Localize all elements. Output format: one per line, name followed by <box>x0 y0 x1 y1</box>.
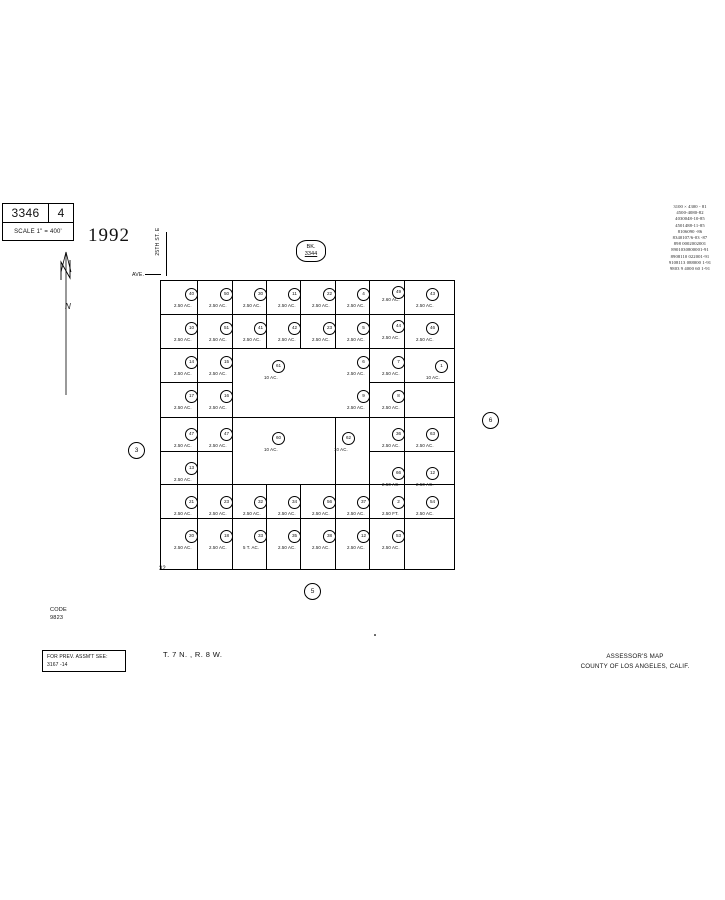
parcel-number-bubble[interactable]: 16 <box>220 390 233 403</box>
grid-hline <box>160 382 232 383</box>
book-page-row <box>3 204 73 223</box>
grid-vline <box>335 417 336 570</box>
grid-hline <box>160 484 455 485</box>
parcel-acreage-label: 2.50 AC. <box>382 482 400 487</box>
parcel-number-bubble[interactable]: 11 <box>288 288 301 301</box>
parcel-number-bubble[interactable]: 38 <box>323 530 336 543</box>
avenue-rule <box>145 274 161 275</box>
parcel-number-bubble[interactable]: 63 <box>426 428 439 441</box>
parcel-number-bubble[interactable]: 47 <box>185 428 198 441</box>
grid-hline <box>160 314 455 315</box>
book-reference-bubble <box>296 240 326 262</box>
note-line: 8901030800001-91 <box>671 247 709 253</box>
parcel-acreage-label: 2.50 AC. <box>278 303 296 308</box>
parcel-acreage-label: 2.50 AC. <box>416 482 434 487</box>
street-tick-mark <box>166 232 167 276</box>
parcel-acreage-label: 2.50 AC. <box>174 545 192 550</box>
section-number-left: 3 <box>128 442 145 459</box>
parcel-number-bubble[interactable]: 61 <box>272 360 285 373</box>
street-line-2: ST. E <box>155 228 161 241</box>
parcel-acreage-label: 2.50 AC. <box>209 545 227 550</box>
section-number-bottom: 5 <box>304 583 321 600</box>
parcel-number-bubble[interactable]: 15 <box>220 356 233 369</box>
parcel-acreage-label: 10 AC. <box>426 375 440 380</box>
avenue-label <box>132 272 161 278</box>
parcel-number-bubble[interactable]: 34 <box>288 496 301 509</box>
map-speck <box>374 634 376 636</box>
note-line: 4030048-10-85 <box>675 216 705 222</box>
parcel-acreage-label: 2.50 AC. <box>278 337 296 342</box>
parcel-grid <box>160 280 455 570</box>
parcel-acreage-label: 2.50 AC. <box>174 511 192 516</box>
grid-vline <box>369 280 370 570</box>
parcel-acreage-label: 2.50 AC. <box>312 545 330 550</box>
parcel-acreage-label: 2.50 AC. <box>174 405 192 410</box>
parcel-number-bubble[interactable]: 32 <box>254 496 267 509</box>
note-line: 4500-4080-82 <box>676 210 704 216</box>
parcel-acreage-label: 2.50 AC. <box>416 337 434 342</box>
parcel-number-bubble[interactable]: 12 <box>426 467 439 480</box>
parcel-number-bubble[interactable]: 37 <box>357 496 370 509</box>
parcel-number-bubble[interactable]: 66 <box>392 467 405 480</box>
grid-vline <box>197 280 198 570</box>
grid-vline <box>266 484 267 570</box>
parcel-number-bubble[interactable]: 30 <box>254 288 267 301</box>
grid-hline <box>369 451 455 452</box>
parcel-acreage-label: 10 AC. <box>334 447 348 452</box>
parcel-acreage-label: 2.50 AC. <box>243 511 261 516</box>
page-number: 4 <box>57 206 65 220</box>
parcel-acreage-label: 2.50 AC. <box>278 511 296 516</box>
parcel-acreage-label: 2.50 AC. <box>382 443 400 448</box>
parcel-number-bubble[interactable]: 36 <box>392 428 405 441</box>
parcel-acreage-label: 2.50 AC. <box>416 511 434 516</box>
vertical-street-label <box>155 228 161 256</box>
parcel-number-bubble[interactable]: 10 <box>185 322 198 335</box>
parcel-number-bubble[interactable]: 50 <box>220 288 233 301</box>
assessor-line-2: COUNTY OF LOS ANGELES, CALIF. <box>580 662 690 670</box>
grid-hline <box>160 348 455 349</box>
assessor-line-1: ASSESSOR'S MAP <box>606 653 664 660</box>
parcel-acreage-label: 2.50 AC. <box>174 303 192 308</box>
parcel-number-bubble[interactable]: 6 <box>357 356 370 369</box>
parcel-acreage-label: 2.50 AC. <box>243 303 261 308</box>
parcel-number-bubble[interactable]: 44 <box>392 320 405 333</box>
parcel-acreage-label: 2.50 AC. <box>416 303 434 308</box>
parcel-number-bubble[interactable]: 14 <box>185 356 198 369</box>
assessor-map-caption <box>560 652 710 671</box>
revision-notes <box>660 204 720 272</box>
parcel-number-bubble[interactable]: 35 <box>288 530 301 543</box>
parcel-number-bubble[interactable]: 60 <box>272 432 285 445</box>
note-line: 8106090 -86 <box>677 228 703 234</box>
north-label: N <box>65 302 71 311</box>
parcel-number-bubble[interactable]: 5 <box>357 322 370 335</box>
parcel-number-bubble[interactable]: 47 <box>220 428 233 441</box>
parcel-number-bubble[interactable]: 13 <box>185 462 198 475</box>
bk-number: 3344 <box>304 251 318 257</box>
parcel-acreage-label: 2.50 AC. <box>209 371 227 376</box>
parcel-acreage-label: 2.50 AC. <box>174 337 192 342</box>
note-line: 4501488-11-85 <box>675 222 705 228</box>
parcel-number-bubble[interactable]: 42 <box>288 322 301 335</box>
parcel-number-bubble[interactable]: 51 <box>220 322 233 335</box>
code-label: CODE <box>50 607 67 613</box>
parcel-acreage-label: 2.50 AC. <box>382 335 400 340</box>
note-line: 3100 × 4300 - 81 <box>673 204 707 209</box>
parcel-number-bubble[interactable]: 9 <box>357 390 370 403</box>
north-arrow-svg <box>52 250 80 400</box>
parcel-acreage-label: 10 AC. <box>264 447 278 452</box>
prev-assessment-label: FOR PREV. ASSM'T SEE: <box>47 654 108 660</box>
prev-assessment-value: 3167 -14 <box>47 661 68 668</box>
parcel-acreage-label: 2.50 AC. <box>382 371 400 376</box>
grid-outline <box>160 280 455 570</box>
parcel-acreage-label: 2.50 AC. <box>278 545 296 550</box>
parcel-number-bubble[interactable]: 20 <box>185 530 198 543</box>
grid-hline <box>160 518 455 519</box>
parcel-number-bubble[interactable]: 41 <box>254 322 267 335</box>
parcel-acreage-label: 2.50 AC. <box>209 443 227 448</box>
grid-vline <box>300 484 301 570</box>
parcel-number-bubble[interactable]: 12 <box>357 530 370 543</box>
parcel-acreage-label: 2.50 AC. <box>347 545 365 550</box>
street-line-1: 25TH <box>155 242 161 256</box>
parcel-number-bubble[interactable]: 4 <box>357 288 370 301</box>
north-arrow-icon <box>52 250 80 400</box>
parcel-number-bubble[interactable]: 53 <box>392 530 405 543</box>
parcel-acreage-label: 2.50 AC. <box>382 545 400 550</box>
parcel-number-bubble[interactable]: 23 <box>323 322 336 335</box>
parcel-number-bubble[interactable]: 21 <box>185 496 198 509</box>
parcel-number-bubble[interactable]: 2 <box>392 496 405 509</box>
parcel-acreage-label: 2.50 AC. <box>209 511 227 516</box>
parcel-number-bubble[interactable]: 7 <box>392 356 405 369</box>
parcel-acreage-label: 2.50 AC. <box>209 405 227 410</box>
parcel-acreage-label: 2.50 AC. <box>243 337 261 342</box>
grid-hline <box>160 451 232 452</box>
parcel-number-bubble[interactable]: 40 <box>185 288 198 301</box>
bk-label: BK. <box>306 244 316 251</box>
grid-hline <box>160 417 455 418</box>
parcel-acreage-label: 2.50 AC. <box>312 511 330 516</box>
book-number: 3346 <box>3 204 49 222</box>
avenue-text: AVE. <box>132 272 145 278</box>
grid-vline <box>232 280 233 570</box>
parcel-acreage-label: 2.50 AC. <box>382 405 400 410</box>
note-line: 898 0002002001 <box>673 241 707 247</box>
note-line: 8908110 022001-91 <box>670 253 710 259</box>
note-line: 8340107/6-03 -87 <box>672 234 708 240</box>
parcel-number-bubble[interactable]: 46 <box>426 322 439 335</box>
book-page-box <box>2 203 74 241</box>
parcel-acreage-label: 2.50 AC. <box>347 371 365 376</box>
parcel-acreage-label: 2.60 AC. <box>382 297 400 302</box>
parcel-acreage-label: 2.50 AC. <box>347 303 365 308</box>
map-year: 1992 <box>88 225 130 246</box>
parcel-acreage-label: 2.50 AC. <box>174 443 192 448</box>
parcel-acreage-label: 5 T. AC. <box>243 545 260 550</box>
parcel-acreage-label: 2.50 AC. <box>209 303 227 308</box>
corner-section-label: 32 <box>159 566 166 572</box>
prev-assessment-box <box>42 650 126 672</box>
parcel-acreage-label: 2.50 FT. <box>382 511 399 516</box>
parcel-acreage-label: 2.50 AC. <box>312 303 330 308</box>
map-scale: SCALE 1" = 400' <box>14 229 62 235</box>
parcel-number-bubble[interactable]: 18 <box>220 530 233 543</box>
note-line: 9803 9 4000 60 1-91 <box>669 265 711 271</box>
parcel-acreage-label: 2.50 AC. <box>347 511 365 516</box>
township-range-label: T. 7 N. , R. 8 W. <box>163 650 223 659</box>
code-block <box>50 606 67 623</box>
parcel-acreage-label: 2.50 AC. <box>347 405 365 410</box>
parcel-number-bubble[interactable]: 1 <box>435 360 448 373</box>
parcel-number-bubble[interactable]: 54 <box>426 496 439 509</box>
code-value: 9823 <box>50 615 64 622</box>
parcel-number-bubble[interactable]: 23 <box>220 496 233 509</box>
parcel-acreage-label: 10 AC. <box>264 375 278 380</box>
parcel-number-bubble[interactable]: 33 <box>254 530 267 543</box>
parcel-acreage-label: 2.50 AC. <box>312 337 330 342</box>
note-line: 9108113 088000 1-91 <box>668 259 712 265</box>
parcel-number-bubble[interactable]: 56 <box>323 496 336 509</box>
parcel-acreage-label: 2.50 AC. <box>174 371 192 376</box>
parcel-acreage-label: 2.50 AC. <box>209 337 227 342</box>
parcel-number-bubble[interactable]: 49 <box>392 286 405 299</box>
section-number-right: 6 <box>482 412 499 429</box>
parcel-acreage-label: 2.50 AC. <box>347 337 365 342</box>
parcel-number-bubble[interactable]: 22 <box>323 288 336 301</box>
grid-hline <box>369 382 455 383</box>
parcel-number-bubble[interactable]: 62 <box>342 432 355 445</box>
parcel-acreage-label: 2.50 AC. <box>416 443 434 448</box>
parcel-acreage-label: 2.50 AC. <box>174 477 192 482</box>
parcel-number-bubble[interactable]: 17 <box>185 390 198 403</box>
parcel-number-bubble[interactable]: 43 <box>426 288 439 301</box>
parcel-number-bubble[interactable]: 8 <box>392 390 405 403</box>
